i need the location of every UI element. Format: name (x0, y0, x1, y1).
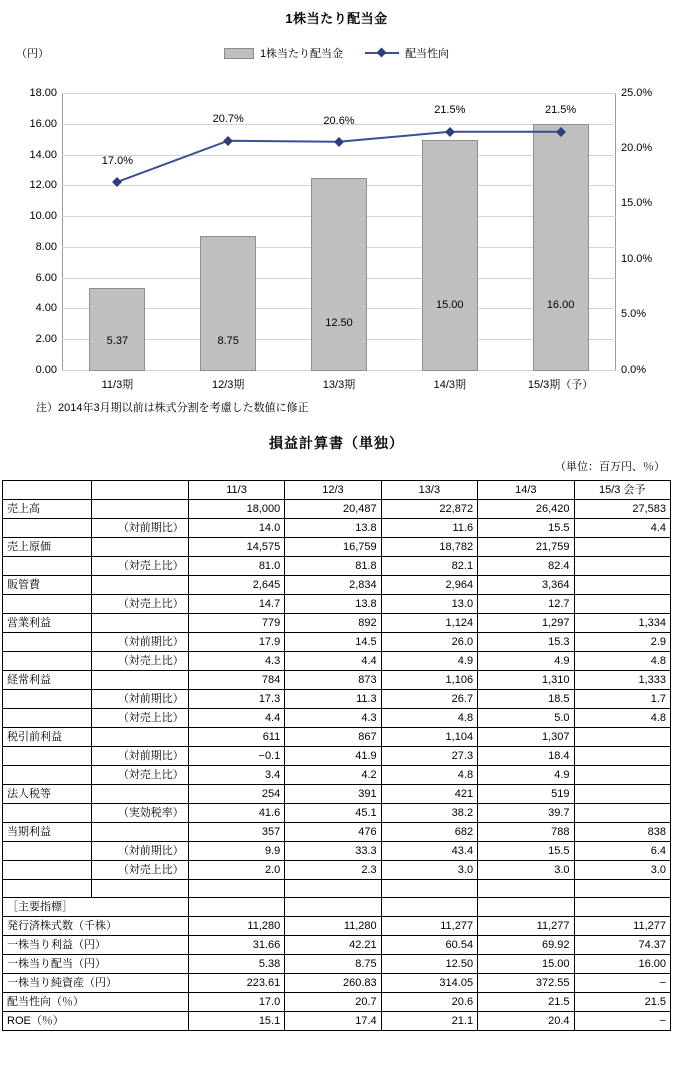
table-head (3, 481, 671, 500)
row-label (3, 709, 92, 728)
chart-plot-area (29, 87, 653, 376)
cell: 17.0 (188, 993, 284, 1012)
table-row (3, 671, 671, 690)
x-tick-label: 15/3期（予） (527, 379, 594, 391)
cell: 21.5 (574, 993, 671, 1012)
cell: 33.3 (285, 842, 381, 861)
cell (285, 898, 381, 917)
row-label (3, 766, 92, 785)
cell (574, 804, 671, 823)
x-axis-labels (62, 376, 616, 392)
row-sublabel: （対売上比） (92, 861, 188, 880)
row-sublabel: （対売上比） (92, 595, 188, 614)
cell (478, 880, 574, 898)
row-label: 税引前利益 (3, 728, 92, 747)
cell: 20.6 (381, 993, 477, 1012)
row-label: 売上高 (3, 500, 92, 519)
row-sublabel (92, 823, 188, 842)
cell: 13.0 (381, 595, 477, 614)
row-sublabel: （対前期比） (92, 519, 188, 538)
cell: 12.7 (478, 595, 574, 614)
cell: 41.9 (285, 747, 381, 766)
y-tick-left: 10.00 (29, 210, 57, 223)
row-sublabel (92, 500, 188, 519)
cell: 11,280 (188, 917, 284, 936)
cell: 26.7 (381, 690, 477, 709)
cell: 2.3 (285, 861, 381, 880)
cell: 11,277 (478, 917, 574, 936)
cell (574, 538, 671, 557)
cell (285, 880, 381, 898)
row-label: 経常利益 (3, 671, 92, 690)
payout-ratio-line (62, 93, 616, 371)
cell: 1,334 (574, 614, 671, 633)
table-row (3, 519, 671, 538)
table-row (3, 614, 671, 633)
table-row (3, 842, 671, 861)
cell: 779 (188, 614, 284, 633)
cell: 1,307 (478, 728, 574, 747)
row-label (3, 652, 92, 671)
cell: 39.7 (478, 804, 574, 823)
line-value-label: 20.7% (212, 113, 244, 125)
cell: 3.4 (188, 766, 284, 785)
line-value-label: 20.6% (323, 115, 355, 127)
cell: 17.4 (285, 1012, 381, 1031)
table-row (3, 709, 671, 728)
y-tick-left: 18.00 (29, 87, 57, 99)
x-tick-label: 14/3期 (433, 379, 466, 391)
table-row (3, 500, 671, 519)
row-sublabel: （対前期比） (92, 690, 188, 709)
cell: 1,106 (381, 671, 477, 690)
income-statement-table (2, 480, 671, 1031)
cell: 31.66 (188, 936, 284, 955)
cell: 18.4 (478, 747, 574, 766)
row-sublabel: （対売上比） (92, 557, 188, 576)
cell: 14.7 (188, 595, 284, 614)
cell: 784 (188, 671, 284, 690)
row-label: 当期利益 (3, 823, 92, 842)
row-label: 販管費 (3, 576, 92, 595)
page-root (0, 8, 673, 1091)
cell (188, 880, 284, 898)
table-row (3, 690, 671, 709)
cell: 372.55 (478, 974, 574, 993)
cell: 26.0 (381, 633, 477, 652)
cell: 16,759 (285, 538, 381, 557)
line-value-label: 21.5% (544, 104, 577, 116)
row-label (3, 633, 92, 652)
cell: 22,872 (381, 500, 477, 519)
cell: 223.61 (188, 974, 284, 993)
legend-label-dividend: 1株当たり配当金 (259, 48, 344, 60)
cell: 17.3 (188, 690, 284, 709)
row-label: 一株当り利益（円） (3, 936, 189, 955)
cell: 11,277 (574, 917, 671, 936)
line-value-label: 17.0% (101, 155, 133, 167)
cell: 260.83 (285, 974, 381, 993)
row-label (3, 595, 92, 614)
cell: 18,782 (381, 538, 477, 557)
cell (574, 728, 671, 747)
bar-value-label: 5.37 (106, 335, 129, 347)
cell: 15.1 (188, 1012, 284, 1031)
cell (478, 898, 574, 917)
row-label: 営業利益 (3, 614, 92, 633)
y-tick-right: 20.0% (621, 141, 653, 154)
y-tick-left: 2.00 (35, 333, 57, 346)
table-row (3, 728, 671, 747)
cell (574, 766, 671, 785)
chart-title: 1株当たり配当金 (285, 11, 388, 26)
y-tick-left: 4.00 (35, 302, 57, 315)
row-label (3, 861, 92, 880)
cell: 892 (285, 614, 381, 633)
cell (574, 880, 671, 898)
x-tick-label: 11/3期 (101, 379, 134, 391)
cell: 5.38 (188, 955, 284, 974)
legend-item-line (365, 45, 449, 61)
row-sublabel: （対売上比） (92, 709, 188, 728)
cell: 682 (381, 823, 477, 842)
cell: 20.7 (285, 993, 381, 1012)
x-tick-label: 12/3期 (211, 379, 245, 391)
table-title: 損益計算書（単独） (269, 435, 404, 451)
cell: 4.4 (574, 519, 671, 538)
cell (381, 898, 477, 917)
table-row (3, 823, 671, 842)
row-sublabel (92, 576, 188, 595)
cell: 2.0 (188, 861, 284, 880)
table-row (3, 955, 671, 974)
cell: 314.05 (381, 974, 477, 993)
row-label (3, 804, 92, 823)
cell (92, 880, 188, 898)
cell: 838 (574, 823, 671, 842)
dividend-chart (0, 31, 673, 414)
col-header-13-3: 13/3 (381, 481, 477, 500)
cell: 3.0 (574, 861, 671, 880)
cell: 3.0 (478, 861, 574, 880)
cell: 4.8 (574, 652, 671, 671)
table-header-row (3, 481, 671, 500)
table-row (3, 993, 671, 1012)
chart-legend (0, 45, 673, 61)
table-row (3, 557, 671, 576)
cell: 4.9 (381, 652, 477, 671)
bar-value-label: 12.50 (325, 317, 353, 329)
cell: 74.37 (574, 936, 671, 955)
row-label: 売上原価 (3, 538, 92, 557)
table-row (3, 633, 671, 652)
cell: 4.8 (574, 709, 671, 728)
y-tick-left: 16.00 (29, 117, 57, 130)
cell: 81.0 (188, 557, 284, 576)
table-row (3, 747, 671, 766)
cell: 13.8 (285, 595, 381, 614)
cell: − (574, 1012, 671, 1031)
cell: 81.8 (285, 557, 381, 576)
row-label: 一株当り配当（円） (3, 955, 189, 974)
cell: 18,000 (188, 500, 284, 519)
row-sublabel: （対売上比） (92, 652, 188, 671)
cell: 788 (478, 823, 574, 842)
table-row (3, 861, 671, 880)
y-tick-left: 14.00 (29, 148, 57, 161)
cell: 14,575 (188, 538, 284, 557)
y-tick-left: 6.00 (35, 271, 57, 284)
row-sublabel (92, 671, 188, 690)
cell: 4.8 (381, 766, 477, 785)
cell (574, 595, 671, 614)
cell: 21,759 (478, 538, 574, 557)
col-header-blank-1 (3, 481, 92, 500)
row-sublabel (92, 728, 188, 747)
col-header-14-3: 14/3 (478, 481, 574, 500)
cell (574, 557, 671, 576)
cell: 4.4 (285, 652, 381, 671)
y-tick-left: 8.00 (35, 240, 57, 253)
cell: −0.1 (188, 747, 284, 766)
table-row (3, 576, 671, 595)
cell: 4.4 (188, 709, 284, 728)
cell: 519 (478, 785, 574, 804)
cell: 82.1 (381, 557, 477, 576)
line-value-label: 21.5% (434, 104, 466, 116)
table-row (3, 538, 671, 557)
cell: 38.2 (381, 804, 477, 823)
cell: 611 (188, 728, 284, 747)
cell: 82.4 (478, 557, 574, 576)
row-sublabel: （対前期比） (92, 633, 188, 652)
cell: 14.0 (188, 519, 284, 538)
table-row (3, 936, 671, 955)
row-sublabel (92, 614, 188, 633)
indicators-header: ［主要指標］ (3, 898, 189, 917)
row-label: 一株当り純資産（円） (3, 974, 189, 993)
col-header-15-3-forecast: 15/3 会予 (574, 481, 671, 500)
row-sublabel: （対前期比） (92, 747, 188, 766)
cell: 3.0 (381, 861, 477, 880)
x-tick-label: 13/3期 (322, 379, 356, 391)
row-label: 発行済株式数（千株） (3, 917, 189, 936)
legend-bar-swatch-icon (224, 48, 254, 59)
table-body (3, 500, 671, 1031)
cell: 11.3 (285, 690, 381, 709)
cell: 15.5 (478, 842, 574, 861)
cell: 1,124 (381, 614, 477, 633)
cell (574, 898, 671, 917)
table-row (3, 785, 671, 804)
cell: 8.75 (285, 955, 381, 974)
table-spacer-row (3, 880, 671, 898)
cell: 1.7 (574, 690, 671, 709)
cell: 20.4 (478, 1012, 574, 1031)
cell: 4.3 (285, 709, 381, 728)
cell: 11,277 (381, 917, 477, 936)
y-tick-right: 25.0% (621, 87, 653, 99)
y-tick-right: 5.0% (621, 308, 647, 321)
chart-footnote: 注）2014年3月期以前は株式分割を考慮した数値に修正 (36, 402, 309, 414)
cell: 15.3 (478, 633, 574, 652)
cell: 43.4 (381, 842, 477, 861)
col-header-blank-2 (92, 481, 188, 500)
cell: 2,645 (188, 576, 284, 595)
cell: 15.5 (478, 519, 574, 538)
indicators-header-row (3, 898, 671, 917)
row-label (3, 842, 92, 861)
cell: 391 (285, 785, 381, 804)
cell: 21.1 (381, 1012, 477, 1031)
cell: 3,364 (478, 576, 574, 595)
cell: 1,333 (574, 671, 671, 690)
cell: 357 (188, 823, 284, 842)
cell: 2,964 (381, 576, 477, 595)
table-row (3, 974, 671, 993)
row-sublabel: （対売上比） (92, 766, 188, 785)
cell: 27,583 (574, 500, 671, 519)
cell: 14.5 (285, 633, 381, 652)
cell: 4.8 (381, 709, 477, 728)
y-axis-unit-label: （円） (16, 48, 49, 60)
cell: 476 (285, 823, 381, 842)
cell: 5.0 (478, 709, 574, 728)
cell: 27.3 (381, 747, 477, 766)
cell: 4.3 (188, 652, 284, 671)
row-label: 配当性向（％） (3, 993, 189, 1012)
cell: 60.54 (381, 936, 477, 955)
legend-line-swatch-icon (365, 48, 399, 58)
y-tick-right: 15.0% (621, 197, 653, 210)
cell: 11.6 (381, 519, 477, 538)
row-sublabel: （実効税率） (92, 804, 188, 823)
cell: 4.9 (478, 766, 574, 785)
row-sublabel (92, 538, 188, 557)
cell: 20,487 (285, 500, 381, 519)
bar-value-label: 15.00 (436, 299, 464, 311)
cell: 45.1 (285, 804, 381, 823)
row-label (3, 690, 92, 709)
row-sublabel: （対前期比） (92, 842, 188, 861)
row-label: ROE（％） (3, 1012, 189, 1031)
cell (574, 785, 671, 804)
table-row (3, 804, 671, 823)
cell: 26,420 (478, 500, 574, 519)
row-sublabel (92, 785, 188, 804)
row-label (3, 747, 92, 766)
cell: 254 (188, 785, 284, 804)
col-header-11-3: 11/3 (188, 481, 284, 500)
cell: 42.21 (285, 936, 381, 955)
cell (188, 898, 284, 917)
legend-item-bar (224, 45, 343, 61)
y-tick-left: 0.00 (35, 364, 57, 376)
row-label (3, 557, 92, 576)
cell: 4.9 (478, 652, 574, 671)
cell (574, 747, 671, 766)
cell: 2.9 (574, 633, 671, 652)
cell: 1,310 (478, 671, 574, 690)
y-tick-right: 10.0% (621, 252, 653, 265)
table-row (3, 917, 671, 936)
cell: 4.2 (285, 766, 381, 785)
row-label: 法人税等 (3, 785, 92, 804)
cell: 421 (381, 785, 477, 804)
cell (574, 576, 671, 595)
table-row (3, 766, 671, 785)
cell: 2,834 (285, 576, 381, 595)
cell: 867 (285, 728, 381, 747)
cell: 15.00 (478, 955, 574, 974)
cell: 1,104 (381, 728, 477, 747)
cell: 11,280 (285, 917, 381, 936)
table-row (3, 595, 671, 614)
cell: 18.5 (478, 690, 574, 709)
bar-value-label: 8.75 (217, 335, 239, 347)
cell: 873 (285, 671, 381, 690)
table-row (3, 1012, 671, 1031)
bar-value-label: 16.00 (546, 299, 575, 311)
cell: 41.6 (188, 804, 284, 823)
cell: 17.9 (188, 633, 284, 652)
cell: 13.8 (285, 519, 381, 538)
cell: 21.5 (478, 993, 574, 1012)
col-header-12-3: 12/3 (285, 481, 381, 500)
cell: 6.4 (574, 842, 671, 861)
cell: 1,297 (478, 614, 574, 633)
y-tick-right: 0.0% (621, 364, 647, 376)
cell: 69.92 (478, 936, 574, 955)
cell: 12.50 (381, 955, 477, 974)
cell (381, 880, 477, 898)
cell: 16.00 (574, 955, 671, 974)
table-unit-note: （単位：百万円、％） (555, 461, 665, 473)
table-row (3, 652, 671, 671)
legend-label-payout-ratio: 配当性向 (405, 48, 450, 60)
y-tick-left: 12.00 (29, 179, 57, 192)
cell: 9.9 (188, 842, 284, 861)
cell (3, 880, 92, 898)
row-label (3, 519, 92, 538)
cell: − (574, 974, 671, 993)
